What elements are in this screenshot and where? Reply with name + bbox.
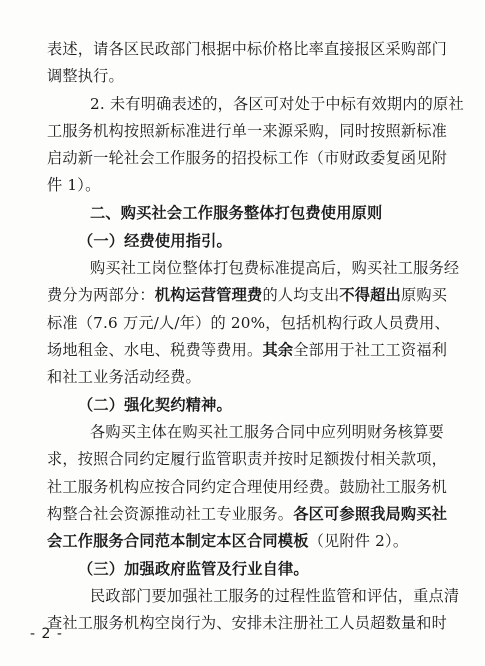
text-line: 求，按照合同约定履行监管职责并按时足额拨付相关款项， bbox=[47, 450, 448, 468]
text-line: 社工服务机构应按合同约定合理使用经费。鼓励社工服务机 bbox=[47, 478, 448, 496]
text-run: 费分为两部分： bbox=[47, 286, 155, 304]
text-line bbox=[47, 340, 447, 360]
text-run: 全部用于社工工资福利 bbox=[293, 341, 448, 359]
text-run: 场地租金、水电、税费等费用。 bbox=[47, 341, 263, 359]
subsection-heading: （一）经费使用指引。 bbox=[78, 232, 232, 250]
text-line: 启动新一轮社会工作服务的招投标工作（市财政委复函见附 bbox=[47, 149, 448, 167]
text-line bbox=[47, 531, 408, 551]
text-line: 工服务机构按照新标准进行单一来源采购，同时按照新标准 bbox=[47, 122, 448, 140]
text-run: （见附件 2）。 bbox=[308, 532, 409, 550]
text-run: 的人均支出 bbox=[262, 286, 340, 304]
text-line: 和社工业务活动经费。 bbox=[47, 368, 201, 386]
subsection-heading: （三）加强政府监管及行业自律。 bbox=[78, 560, 309, 578]
emphasis-text: 会工作服务合同范本制定本区合同模板 bbox=[47, 532, 309, 550]
emphasis-text: 不得超出 bbox=[339, 286, 401, 304]
text-run: 构整合社会资源推动社工专业服务。 bbox=[47, 505, 294, 523]
text-run: 原购买 bbox=[400, 286, 448, 304]
text-line bbox=[47, 504, 447, 524]
section-heading: 二、购买社会工作服务整体打包费使用原则 bbox=[90, 204, 383, 222]
text-line: 购买社工岗位整体打包费标准提高后，购买社工服务经 bbox=[90, 259, 460, 277]
emphasis-text: 其余 bbox=[262, 341, 294, 359]
page-number: - 2 - bbox=[30, 626, 63, 642]
text-line: 2. 未有明确表述的，各区可对处于中标有效期内的原社 bbox=[90, 95, 464, 113]
text-line: 标准（7.6 万元/人/年）的 20%，包括机构行政人员费用、 bbox=[47, 314, 450, 332]
text-line: 件 1）。 bbox=[47, 176, 101, 194]
text-line: 各购买主体在购买社工服务合同中应列明财务核算要 bbox=[90, 423, 444, 441]
subsection-heading: （二）强化契约精神。 bbox=[78, 396, 232, 414]
emphasis-text: 各区可参照我局购买社 bbox=[293, 505, 448, 523]
text-line: 查社工服务机构空岗行为、安排未注册社工人员超数量和时 bbox=[47, 614, 448, 632]
text-line: 调整执行。 bbox=[47, 67, 124, 85]
text-line: 表述，请各区民政部门根据中标价格比率直接报区采购部门 bbox=[47, 40, 448, 58]
text-line bbox=[47, 285, 447, 305]
emphasis-text: 机构运营管理费 bbox=[154, 286, 263, 304]
text-line: 民政部门要加强社工服务的过程性监管和评估，重点清 bbox=[90, 587, 460, 605]
